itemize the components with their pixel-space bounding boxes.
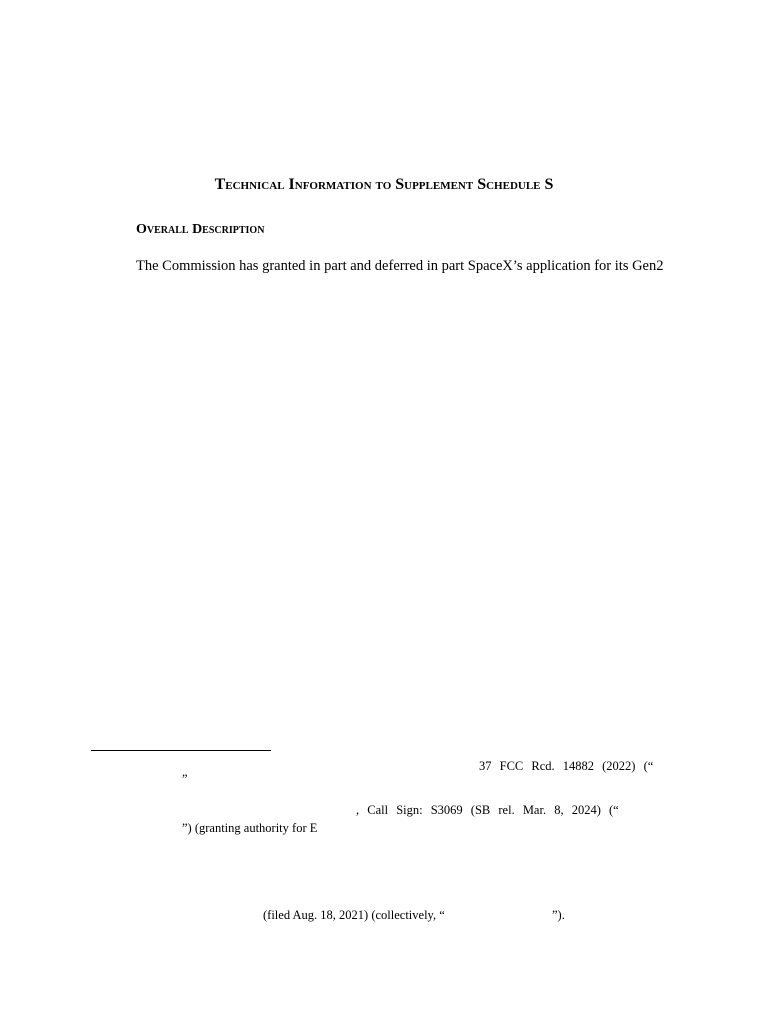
footnote-line-2: ” [182,772,188,786]
document-title: Technical Information to Supplement Schedule S [214,176,554,193]
footnote-divider [91,750,271,751]
footnote-line-6: ”). [552,908,565,922]
section-heading: Overall Description [136,222,265,237]
body-paragraph: The Commission has granted in part and deferred in part SpaceX’s application for its Gen2 [136,258,664,274]
footnote-line-5: (filed Aug. 18, 2021) (collectively, “ [263,908,445,922]
footnote-line-4: ”) (granting authority for E [182,821,318,835]
footnote-line-1: 37 FCC Rcd. 14882 (2022) (“ [479,759,654,773]
footnote-line-3: , Call Sign: S3069 (SB rel. Mar. 8, 2024) (“ [356,803,619,817]
